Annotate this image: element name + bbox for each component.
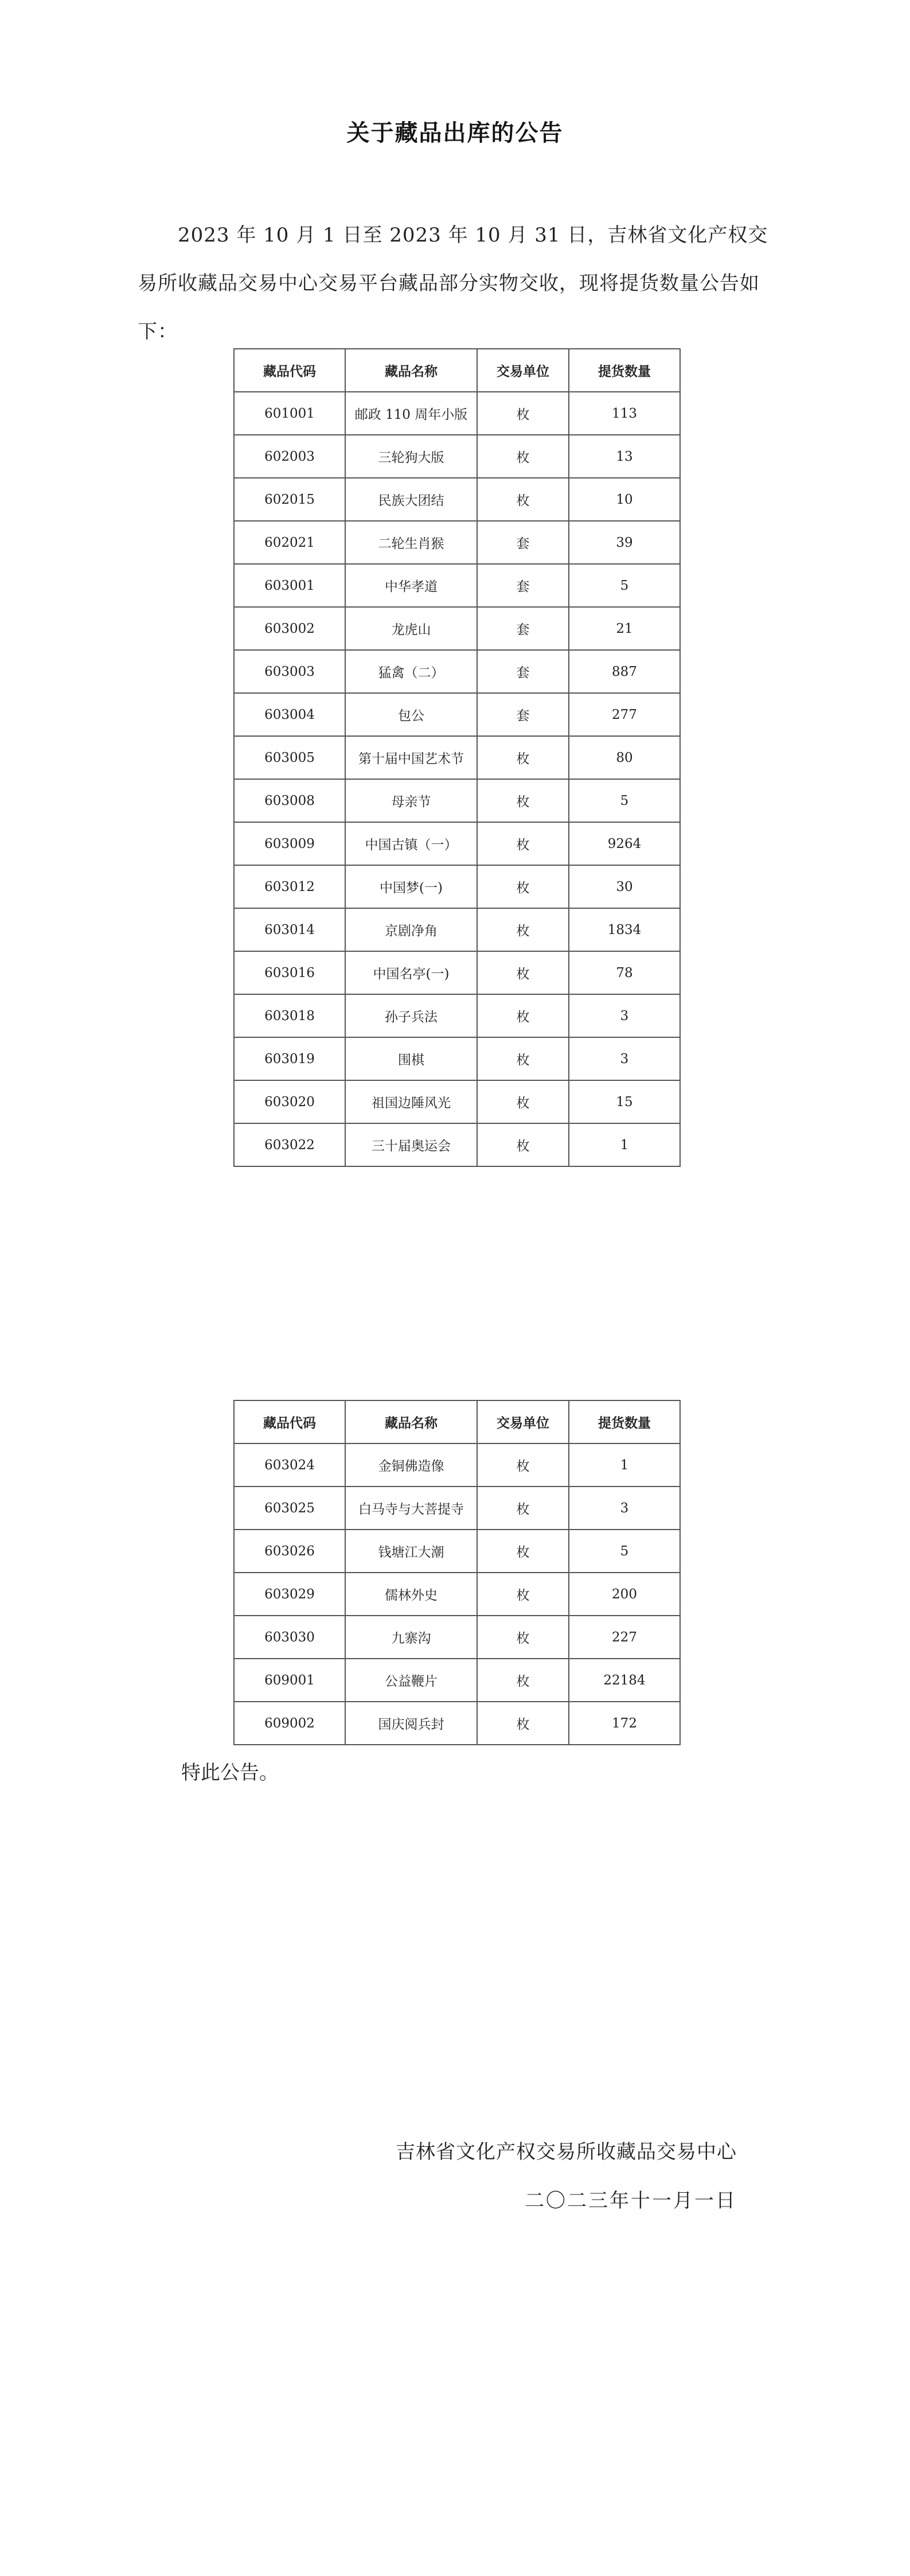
cell-name: 三轮狗大版 bbox=[345, 435, 477, 478]
cell-unit: 枚 bbox=[477, 865, 569, 908]
cell-unit: 枚 bbox=[477, 779, 569, 822]
table-row bbox=[234, 951, 680, 994]
intro-paragraph: 2023 年 10 月 1 日至 2023 年 10 月 31 日，吉林省文化产权交易所收藏品交易中心交易平台藏品部分实物交收，现将提货数量公告如下： bbox=[138, 224, 768, 343]
cell-name: 龙虎山 bbox=[345, 607, 477, 650]
cell-unit: 枚 bbox=[477, 1616, 569, 1659]
cell-unit: 枚 bbox=[477, 1573, 569, 1616]
cell-quantity: 13 bbox=[569, 435, 680, 478]
cell-unit: 枚 bbox=[477, 1702, 569, 1745]
cell-quantity: 277 bbox=[569, 693, 680, 736]
issue-date: 二〇二三年十一月一日 bbox=[525, 2189, 737, 2212]
cell-name: 孙子兵法 bbox=[345, 994, 477, 1037]
table-row bbox=[234, 1530, 680, 1573]
table-row bbox=[234, 1702, 680, 1745]
cell-name: 中国梦(一) bbox=[345, 865, 477, 908]
table-row bbox=[234, 521, 680, 564]
cell-unit: 枚 bbox=[477, 994, 569, 1037]
header-name: 藏品名称 bbox=[345, 1400, 477, 1443]
cell-unit: 枚 bbox=[477, 1037, 569, 1080]
cell-name: 国庆阅兵封 bbox=[345, 1702, 477, 1745]
cell-unit: 枚 bbox=[477, 822, 569, 865]
table-row bbox=[234, 1573, 680, 1616]
cell-unit: 枚 bbox=[477, 951, 569, 994]
cell-name: 邮政 110 周年小版 bbox=[345, 392, 477, 435]
cell-quantity: 9264 bbox=[569, 822, 680, 865]
cell-name: 金铜佛造像 bbox=[345, 1443, 477, 1487]
table-row bbox=[234, 392, 680, 435]
cell-unit: 套 bbox=[477, 564, 569, 607]
cell-name: 公益鞭片 bbox=[345, 1659, 477, 1702]
cell-code: 603022 bbox=[234, 1123, 345, 1166]
cell-code: 603026 bbox=[234, 1530, 345, 1573]
cell-unit: 枚 bbox=[477, 1659, 569, 1702]
table-header-row bbox=[234, 1400, 680, 1443]
table-row bbox=[234, 607, 680, 650]
cell-name: 第十届中国艺术节 bbox=[345, 736, 477, 779]
cell-unit: 枚 bbox=[477, 908, 569, 951]
cell-code: 603024 bbox=[234, 1443, 345, 1487]
table-row bbox=[234, 1080, 680, 1123]
cell-quantity: 172 bbox=[569, 1702, 680, 1745]
table-row bbox=[234, 1123, 680, 1166]
cell-name: 中国古镇（一） bbox=[345, 822, 477, 865]
cell-code: 603001 bbox=[234, 564, 345, 607]
cell-quantity: 1 bbox=[569, 1443, 680, 1487]
cell-quantity: 10 bbox=[569, 478, 680, 521]
cell-code: 602021 bbox=[234, 521, 345, 564]
cell-name: 围棋 bbox=[345, 1037, 477, 1080]
cell-name: 民族大团结 bbox=[345, 478, 477, 521]
cell-name: 中华孝道 bbox=[345, 564, 477, 607]
cell-quantity: 15 bbox=[569, 1080, 680, 1123]
cell-quantity: 1834 bbox=[569, 908, 680, 951]
table-header-row bbox=[234, 349, 680, 392]
table-row bbox=[234, 994, 680, 1037]
cell-code: 603004 bbox=[234, 693, 345, 736]
cell-name: 二轮生肖猴 bbox=[345, 521, 477, 564]
table-row bbox=[234, 736, 680, 779]
cell-name: 钱塘江大潮 bbox=[345, 1530, 477, 1573]
cell-quantity: 22184 bbox=[569, 1659, 680, 1702]
cell-code: 603012 bbox=[234, 865, 345, 908]
cell-unit: 套 bbox=[477, 693, 569, 736]
header-quantity: 提货数量 bbox=[569, 1400, 680, 1443]
cell-quantity: 30 bbox=[569, 865, 680, 908]
cell-quantity: 3 bbox=[569, 1487, 680, 1530]
header-unit: 交易单位 bbox=[477, 349, 569, 392]
cell-code: 603025 bbox=[234, 1487, 345, 1530]
cell-unit: 枚 bbox=[477, 435, 569, 478]
cell-unit: 枚 bbox=[477, 478, 569, 521]
header-code: 藏品代码 bbox=[234, 349, 345, 392]
cell-quantity: 5 bbox=[569, 779, 680, 822]
cell-quantity: 3 bbox=[569, 1037, 680, 1080]
cell-name: 包公 bbox=[345, 693, 477, 736]
cell-quantity: 1 bbox=[569, 1123, 680, 1166]
cell-code: 603003 bbox=[234, 650, 345, 693]
cell-code: 609002 bbox=[234, 1702, 345, 1745]
document-title: 关于藏品出库的公告 bbox=[346, 120, 564, 146]
cell-name: 九寨沟 bbox=[345, 1616, 477, 1659]
cell-unit: 套 bbox=[477, 521, 569, 564]
cell-quantity: 227 bbox=[569, 1616, 680, 1659]
cell-quantity: 5 bbox=[569, 1530, 680, 1573]
cell-code: 609001 bbox=[234, 1659, 345, 1702]
cell-code: 603008 bbox=[234, 779, 345, 822]
cell-unit: 枚 bbox=[477, 1443, 569, 1487]
table-row bbox=[234, 1616, 680, 1659]
cell-code: 603019 bbox=[234, 1037, 345, 1080]
cell-quantity: 39 bbox=[569, 521, 680, 564]
cell-code: 601001 bbox=[234, 392, 345, 435]
table-row bbox=[234, 908, 680, 951]
cell-code: 603002 bbox=[234, 607, 345, 650]
cell-unit: 枚 bbox=[477, 392, 569, 435]
cell-quantity: 3 bbox=[569, 994, 680, 1037]
cell-quantity: 78 bbox=[569, 951, 680, 994]
table-row bbox=[234, 1443, 680, 1487]
issuer-name: 吉林省文化产权交易所收藏品交易中心 bbox=[396, 2141, 737, 2163]
table-row bbox=[234, 865, 680, 908]
header-name: 藏品名称 bbox=[345, 349, 477, 392]
cell-code: 602003 bbox=[234, 435, 345, 478]
cell-name: 祖国边陲风光 bbox=[345, 1080, 477, 1123]
cell-code: 602015 bbox=[234, 478, 345, 521]
cell-code: 603020 bbox=[234, 1080, 345, 1123]
table-row bbox=[234, 650, 680, 693]
cell-name: 猛禽（二） bbox=[345, 650, 477, 693]
cell-unit: 枚 bbox=[477, 1530, 569, 1573]
header-unit: 交易单位 bbox=[477, 1400, 569, 1443]
cell-name: 三十届奥运会 bbox=[345, 1123, 477, 1166]
cell-code: 603016 bbox=[234, 951, 345, 994]
table-row bbox=[234, 1487, 680, 1530]
pickup-table-page-2 bbox=[233, 1400, 681, 1745]
table-row bbox=[234, 693, 680, 736]
table-row bbox=[234, 779, 680, 822]
cell-quantity: 5 bbox=[569, 564, 680, 607]
pickup-table-page-1 bbox=[233, 348, 681, 1167]
cell-name: 中国名亭(一) bbox=[345, 951, 477, 994]
cell-code: 603030 bbox=[234, 1616, 345, 1659]
table-row bbox=[234, 564, 680, 607]
cell-quantity: 887 bbox=[569, 650, 680, 693]
header-code: 藏品代码 bbox=[234, 1400, 345, 1443]
header-quantity: 提货数量 bbox=[569, 349, 680, 392]
cell-unit: 套 bbox=[477, 607, 569, 650]
cell-unit: 套 bbox=[477, 650, 569, 693]
cell-unit: 枚 bbox=[477, 1487, 569, 1530]
cell-quantity: 21 bbox=[569, 607, 680, 650]
table-row bbox=[234, 1659, 680, 1702]
cell-quantity: 200 bbox=[569, 1573, 680, 1616]
cell-name: 白马寺与大菩提寺 bbox=[345, 1487, 477, 1530]
cell-unit: 枚 bbox=[477, 1080, 569, 1123]
table-row bbox=[234, 1037, 680, 1080]
cell-code: 603009 bbox=[234, 822, 345, 865]
cell-code: 603005 bbox=[234, 736, 345, 779]
table-row bbox=[234, 822, 680, 865]
cell-unit: 枚 bbox=[477, 1123, 569, 1166]
cell-name: 京剧净角 bbox=[345, 908, 477, 951]
cell-code: 603029 bbox=[234, 1573, 345, 1616]
cell-name: 母亲节 bbox=[345, 779, 477, 822]
closing-remark: 特此公告。 bbox=[181, 1761, 279, 1784]
cell-quantity: 80 bbox=[569, 736, 680, 779]
cell-name: 儒林外史 bbox=[345, 1573, 477, 1616]
table-row bbox=[234, 478, 680, 521]
cell-code: 603014 bbox=[234, 908, 345, 951]
cell-unit: 枚 bbox=[477, 736, 569, 779]
table-row bbox=[234, 435, 680, 478]
cell-code: 603018 bbox=[234, 994, 345, 1037]
cell-quantity: 113 bbox=[569, 392, 680, 435]
